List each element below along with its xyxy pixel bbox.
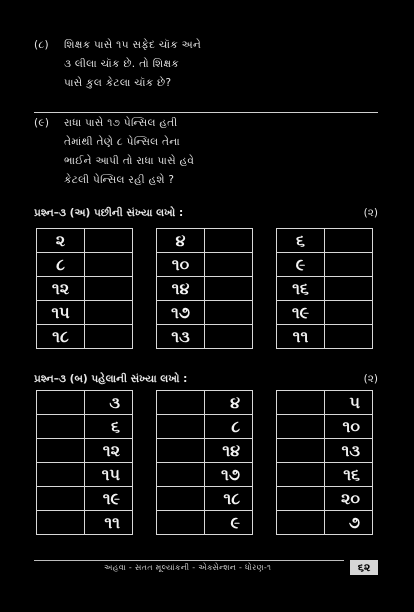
number-cell: ૮	[37, 253, 85, 277]
section-b-title: પ્રશ્ન–૩ (બ) પહેલાની સંખ્યા લખો :	[34, 373, 188, 385]
section-a-grid-2	[156, 228, 253, 349]
number-cell: ૪	[157, 229, 205, 253]
number-cell: ૧૦	[325, 415, 373, 439]
number-cell: ૧૩	[325, 439, 373, 463]
number-cell: ૧૫	[85, 463, 133, 487]
answer-box[interactable]	[277, 439, 325, 463]
section-a-title: પ્રશ્ન–૩ (અ) પછીની સંખ્યા લખો :	[34, 207, 184, 219]
number-cell: ૧૨	[37, 277, 85, 301]
number-cell: ૧૨	[85, 439, 133, 463]
section-a-grid-3	[276, 228, 373, 349]
question-9-line: ભાઈને આપી તો રાધા પાસે હવે	[64, 155, 195, 167]
question-8-line: ૩ લીલા ચૉક છે. તો શિક્ષક	[64, 58, 179, 70]
answer-box[interactable]	[85, 229, 133, 253]
section-b-grid-2	[156, 390, 253, 535]
question-9-line: કેટલી પેન્સિલ રહી હશે ?	[64, 174, 175, 186]
number-cell: ૬	[85, 415, 133, 439]
answer-box[interactable]	[325, 229, 373, 253]
page-number: ૬૨	[350, 560, 378, 575]
answer-box[interactable]	[277, 511, 325, 535]
answer-box[interactable]	[277, 487, 325, 511]
answer-box[interactable]	[37, 415, 85, 439]
answer-box[interactable]	[37, 463, 85, 487]
number-cell: ૩	[85, 391, 133, 415]
number-cell: ૧૪	[205, 439, 253, 463]
answer-box[interactable]	[325, 253, 373, 277]
number-cell: ૧૯	[277, 301, 325, 325]
section-b-grid-3	[276, 390, 373, 535]
answer-box[interactable]	[37, 391, 85, 415]
number-cell: ૧૪	[157, 277, 205, 301]
answer-box[interactable]	[205, 229, 253, 253]
answer-box[interactable]	[37, 511, 85, 535]
number-cell: ૯	[205, 511, 253, 535]
number-cell: ૧૬	[277, 277, 325, 301]
answer-box[interactable]	[85, 277, 133, 301]
answer-box[interactable]	[85, 325, 133, 349]
question-9-line: તેમાંથી તેણે ૮ પેન્સિલ તેના	[64, 136, 180, 148]
answer-box[interactable]	[325, 277, 373, 301]
answer-box[interactable]	[205, 277, 253, 301]
number-cell: ૧૫	[37, 301, 85, 325]
answer-box[interactable]	[205, 325, 253, 349]
number-cell: ૧૧	[277, 325, 325, 349]
answer-box[interactable]	[157, 439, 205, 463]
answer-box[interactable]	[85, 253, 133, 277]
footer-rule	[34, 560, 344, 561]
section-b-marks: (૨)	[363, 373, 378, 385]
section-a-grid-1	[36, 228, 133, 349]
section-b-heading	[34, 373, 378, 386]
answer-box[interactable]	[277, 463, 325, 487]
number-cell: ૨	[37, 229, 85, 253]
number-cell: ૧૮	[37, 325, 85, 349]
question-9-number: (૯)	[34, 117, 50, 129]
question-8	[34, 36, 201, 93]
answer-box[interactable]	[205, 301, 253, 325]
section-b-grid-1	[36, 390, 133, 535]
answer-box[interactable]	[325, 301, 373, 325]
number-cell: ૫	[325, 391, 373, 415]
number-cell: ૭	[325, 511, 373, 535]
footer-text: અહવા - સતત મૂલ્યાંકની - એક્સેન્શન - ધોરણ-૧	[104, 563, 272, 572]
page-footer	[34, 560, 378, 576]
section-a-heading	[34, 207, 378, 220]
number-cell: ૯	[277, 253, 325, 277]
answer-box[interactable]	[85, 301, 133, 325]
number-cell: ૧૬	[325, 463, 373, 487]
answer-box[interactable]	[37, 439, 85, 463]
answer-box[interactable]	[157, 415, 205, 439]
answer-box[interactable]	[205, 253, 253, 277]
question-9	[34, 114, 194, 190]
number-cell: ૧૭	[157, 301, 205, 325]
answer-box[interactable]	[157, 511, 205, 535]
answer-box[interactable]	[277, 391, 325, 415]
number-cell: ૬	[277, 229, 325, 253]
answer-box[interactable]	[157, 487, 205, 511]
number-cell: ૧૯	[85, 487, 133, 511]
answer-box[interactable]	[325, 325, 373, 349]
section-a-marks: (૨)	[363, 207, 378, 219]
answer-box[interactable]	[157, 463, 205, 487]
question-8-number: (૮)	[34, 39, 49, 51]
number-cell: ૮	[205, 415, 253, 439]
question-9-line: રાધા પાસે ૧૭ પેન્સિલ હતી	[64, 117, 178, 129]
question-8-line: શિક્ષક પાસે ૧૫ સફેદ ચૉક અને	[64, 39, 202, 51]
number-cell: ૧૧	[85, 511, 133, 535]
number-cell: ૧૭	[205, 463, 253, 487]
question-8-line: પાસે કુલ કેટલા ચૉક છે?	[64, 77, 172, 89]
number-cell: ૧૦	[157, 253, 205, 277]
number-cell: ૧૩	[157, 325, 205, 349]
number-cell: ૨૦	[325, 487, 373, 511]
number-cell: ૧૮	[205, 487, 253, 511]
answer-box[interactable]	[277, 415, 325, 439]
number-cell: ૪	[205, 391, 253, 415]
answer-box[interactable]	[37, 487, 85, 511]
answer-box[interactable]	[157, 391, 205, 415]
divider	[34, 112, 378, 113]
